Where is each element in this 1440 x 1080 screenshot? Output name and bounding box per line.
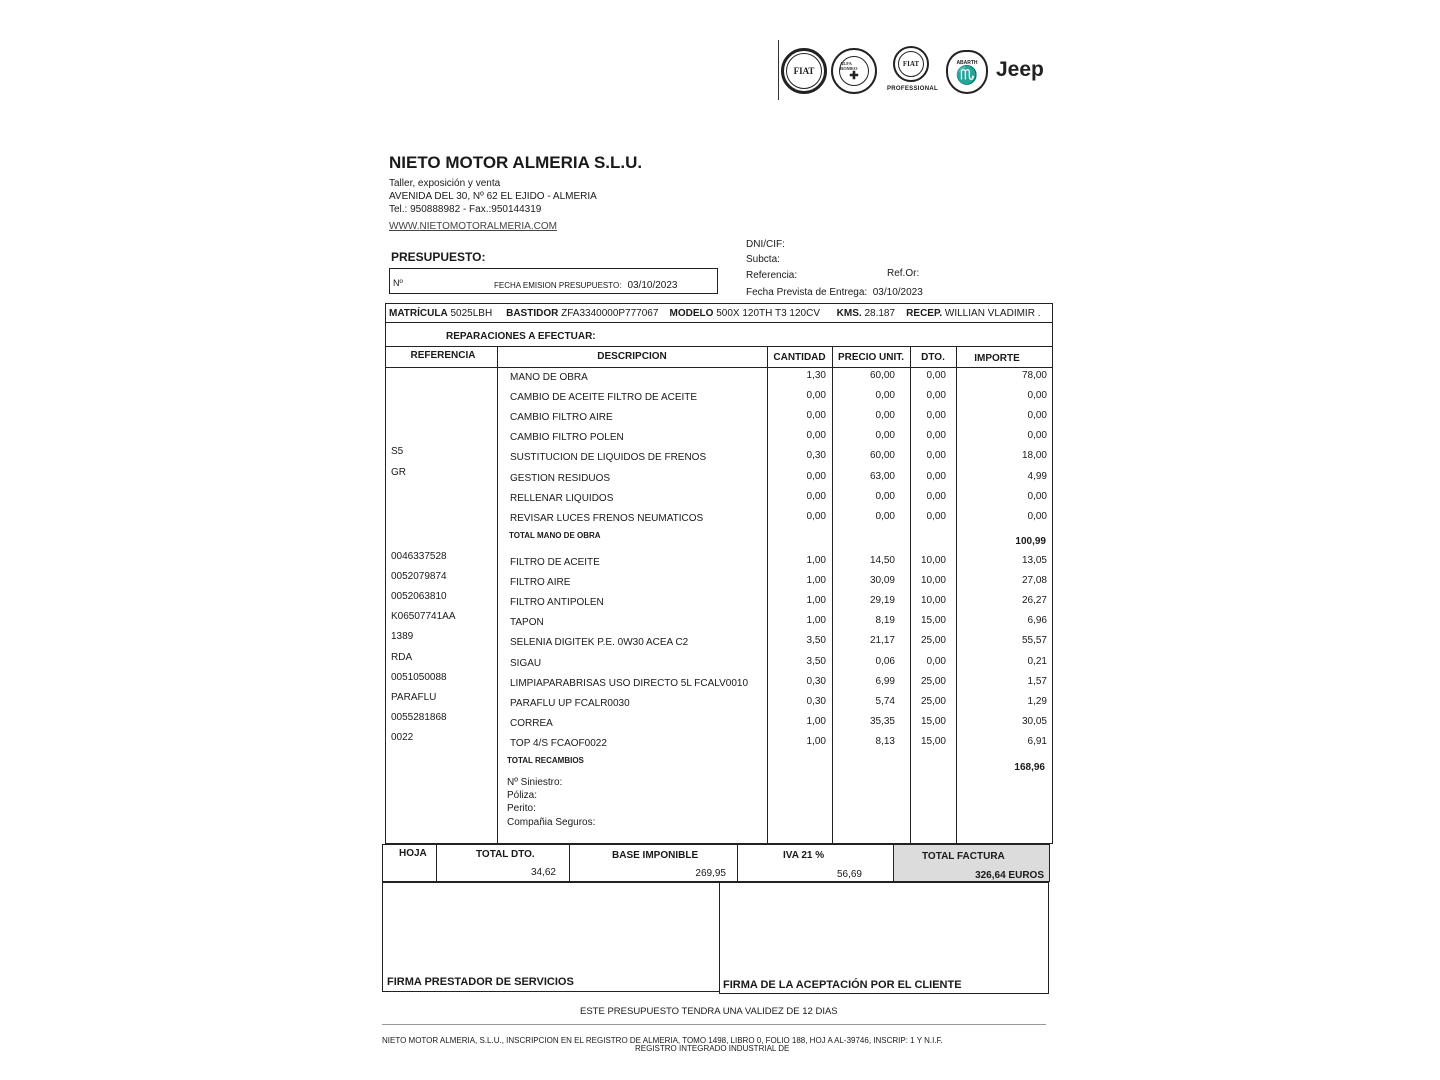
parts-ref-cell: PARAFLU [391,691,437,703]
total-parts-label: TOTAL RECAMBIOS [507,756,584,765]
col-header-cantidad: CANTIDAD [773,352,826,363]
total-factura-label: TOTAL FACTURA [922,851,1005,862]
labor-qty-cell: 0,30 [806,450,826,462]
labor-dto-cell: 0,00 [926,470,946,482]
parts-price-cell: 14,50 [869,555,895,566]
labor-price-cell: 60,00 [869,450,895,462]
insurance-policy: Póliza: [507,790,538,801]
labor-qty-cell: 0,00 [806,390,826,402]
insurance-expert: Perito: [507,803,536,814]
labor-qty-cell: 0,00 [806,470,826,482]
labor-price-cell: 0,00 [875,390,895,402]
col-header-dto: DTO. [921,352,945,363]
parts-desc-cell: FILTRO DE ACEITE [510,557,600,568]
labor-desc-cell: CAMBIO FILTRO AIRE [510,412,613,424]
presupuesto-title: PRESUPUESTO: [391,250,486,264]
col-header-importe: IMPORTE [974,353,1020,364]
parts-desc-cell: TAPON [510,617,544,629]
parts-desc-cell: SIGAU [510,657,542,669]
labor-imp-cell: 0,00 [1027,490,1047,502]
hoja-label: HOJA [399,848,427,859]
labor-imp-cell: 0,00 [1027,390,1047,402]
abarth-logo: ABARTH ♏ [946,50,988,94]
parts-desc-cell: FILTRO AIRE [510,577,571,589]
parts-desc-cell: PARAFLU UP FCALR0030 [510,697,630,709]
total-parts-value: 168,96 [1014,762,1045,773]
parts-price-cell: 35,35 [869,715,895,727]
labor-qty-cell: 0,00 [806,430,826,442]
parts-dto-cell: 25,00 [920,675,946,687]
parts-dto-cell: 25,00 [920,635,946,647]
labor-imp-cell: 0,00 [1027,510,1047,522]
total-labor-label: TOTAL MANO DE OBRA [509,531,601,540]
iva-label: IVA 21 % [783,850,825,861]
col-divider [832,346,833,844]
parts-imp-cell: 13,05 [1021,555,1047,566]
client-signature-label: FIRMA DE LA ACEPTACIÓN POR EL CLIENTE [723,979,962,991]
parts-qty-cell: 1,00 [806,715,826,727]
parts-imp-cell: 6,96 [1027,615,1047,627]
logo-divider [778,40,779,100]
insurance-company: Compañia Seguros: [507,817,596,828]
labor-desc-cell: CAMBIO FILTRO POLEN [510,432,624,444]
parts-imp-cell: 27,08 [1021,575,1047,587]
labor-desc-cell: GESTION RESIDUOS [510,472,611,484]
parts-qty-cell: 1,00 [806,595,826,607]
parts-qty-cell: 0,30 [806,675,826,687]
footer-registry: NIETO MOTOR ALMERIA, S.L.U., INSCRIPCION EN EL REGISTRO DE ALMERIA, TOMO 1498, LIBRO 0, FOLIO 188, HOJ A AL-39746, INSCRIP: 1 Y N.I.F. REGISTRO INTEGRADO INDUSTRIAL DE [382,1036,943,1053]
repairs-title: REPARACIONES A EFECTUAR: [446,331,596,342]
labor-price-cell: 0,00 [875,410,895,422]
total-labor-value: 100,99 [1015,536,1046,547]
parts-price-cell: 6,99 [875,675,895,687]
iva-value: 56,69 [836,869,862,880]
referencia-label: Referencia: [746,270,798,281]
col-header-precio: PRECIO UNIT. [837,352,905,363]
parts-price-cell: 8,19 [875,615,895,627]
dni-label: DNI/CIF: [746,239,785,250]
col-divider [767,346,768,844]
parts-dto-cell: 15,00 [920,715,946,727]
parts-price-cell: 5,74 [875,695,895,707]
parts-qty-cell: 3,50 [806,635,826,647]
client-signature-box[interactable] [719,882,1049,994]
labor-price-cell: 0,00 [875,490,895,502]
presupuesto-number-box [389,268,718,294]
parts-imp-cell: 1,29 [1027,695,1047,707]
parts-ref-cell: 1389 [391,631,414,643]
fiat-logo: FIAT [781,48,827,94]
emission-date: FECHA EMISION PRESUPUESTO: 03/10/2023 [494,280,678,291]
company-address: AVENIDA DEL 30, Nº 62 EL EJIDO - ALMERIA [389,191,597,202]
parts-qty-cell: 3,50 [806,655,826,667]
total-factura-value: 326,64 EUROS [975,870,1044,881]
labor-ref-cell: S5 [391,446,404,458]
parts-desc-cell: SELENIA DIGITEK P.E. 0W30 ACEA C2 [510,637,689,649]
company-website-link[interactable]: WWW.NIETOMOTORALMERIA.COM [389,221,557,232]
parts-desc-cell: TOP 4/S FCAOF0022 [510,737,607,749]
parts-desc-cell: FILTRO ANTIPOLEN [510,597,604,609]
parts-imp-cell: 6,91 [1027,735,1047,747]
totals-divider [569,844,570,882]
labor-desc-cell: CAMBIO DE ACEITE FILTRO DE ACEITE [510,392,698,404]
col-header-descripcion: DESCRIPCION [597,351,667,362]
company-phone: Tel.: 950888982 - Fax.:950144319 [389,204,542,215]
labor-qty-cell: 1,30 [806,370,826,381]
labor-qty-cell: 0,00 [806,490,826,502]
labor-price-cell: 60,00 [869,370,895,381]
vehicle-row: MATRÍCULA 5025LBH BASTIDOR ZFA3340000P777067 MODELO 500X 120TH T3 120CV KMS. 28.187 RECEP. WILLIAN VLADIMIR . [389,308,1041,319]
parts-desc-cell: CORREA [510,717,553,729]
labor-dto-cell: 0,00 [926,370,946,381]
insurance-claim: Nº Siniestro: [507,777,563,788]
number-label: Nº [393,278,403,288]
col-divider [910,346,911,844]
parts-ref-cell: 0051050088 [391,671,447,683]
parts-dto-cell: 15,00 [920,615,946,627]
parts-desc-cell: LIMPIAPARABRISAS USO DIRECTO 5L FCALV0010 [510,677,749,689]
labor-dto-cell: 0,00 [926,410,946,422]
labor-dto-cell: 0,00 [926,490,946,502]
labor-desc-cell: SUSTITUCION DE LIQUIDOS DE FRENOS [510,452,707,464]
parts-ref-cell: 0052079874 [391,571,447,583]
parts-qty-cell: 1,00 [806,735,826,747]
parts-ref-cell: K06507741AA [391,611,456,623]
header-top-line [385,346,1053,347]
labor-desc-cell: MANO DE OBRA [510,372,588,383]
parts-price-cell: 8,13 [875,735,895,747]
vehicle-divider [385,322,1053,323]
professional-label: PROFESSIONAL [887,86,938,92]
parts-imp-cell: 30,05 [1021,715,1047,727]
labor-dto-cell: 0,00 [926,450,946,462]
provider-signature-label: FIRMA PRESTADOR DE SERVICIOS [387,976,574,988]
col-divider [956,346,957,844]
col-header-referencia: REFERENCIA [410,350,476,361]
parts-qty-cell: 1,00 [806,615,826,627]
labor-price-cell: 0,00 [875,510,895,522]
parts-ref-cell: RDA [391,651,413,663]
parts-imp-cell: 55,57 [1021,635,1047,647]
col-divider [497,346,498,844]
parts-price-cell: 0,06 [875,655,895,667]
parts-price-cell: 29,19 [869,595,895,607]
labor-qty-cell: 0,00 [806,510,826,522]
totals-divider [436,844,437,882]
labor-dto-cell: 0,00 [926,510,946,522]
parts-ref-cell: 0046337528 [391,551,447,562]
fiat-professional-logo: FIAT [893,46,929,82]
labor-desc-cell: REVISAR LUCES FRENOS NEUMATICOS [510,512,704,524]
parts-qty-cell: 1,00 [806,575,826,587]
parts-price-cell: 30,09 [869,575,895,587]
delivery-date: Fecha Prevista de Entrega: 03/10/2023 [746,287,923,298]
subcta-label: Subcta: [746,254,780,265]
validity-note: ESTE PRESUPUESTO TENDRA UNA VALIDEZ DE 12 DIAS [580,1006,838,1017]
labor-price-cell: 63,00 [869,470,895,482]
company-tagline: Taller, exposición y venta [389,178,501,189]
labor-imp-cell: 0,00 [1027,430,1047,442]
parts-imp-cell: 1,57 [1027,675,1047,687]
refor-label: Ref.Or: [887,268,920,279]
labor-ref-cell: GR [391,466,406,478]
parts-dto-cell: 10,00 [920,575,946,587]
parts-ref-cell: 0055281868 [391,711,447,723]
parts-imp-cell: 26,27 [1021,595,1047,607]
totals-divider [893,844,894,882]
labor-dto-cell: 0,00 [926,430,946,442]
footer-divider [382,1024,1046,1025]
parts-imp-cell: 0,21 [1027,655,1047,667]
labor-imp-cell: 18,00 [1021,450,1047,462]
parts-dto-cell: 25,00 [920,695,946,707]
total-dto-value: 34,62 [530,867,556,878]
base-value: 269,95 [695,868,726,879]
parts-dto-cell: 10,00 [920,595,946,607]
base-label: BASE IMPONIBLE [612,850,699,861]
labor-imp-cell: 4,99 [1027,470,1047,482]
parts-qty-cell: 1,00 [806,555,826,566]
parts-ref-cell: 0022 [391,731,414,743]
jeep-logo: Jeep [996,58,1044,81]
total-dto-label: TOTAL DTO. [476,849,535,860]
company-name: NIETO MOTOR ALMERIA S.L.U. [389,153,643,172]
totals-divider [737,844,738,882]
parts-qty-cell: 0,30 [806,695,826,707]
labor-desc-cell: RELLENAR LIQUIDOS [510,492,614,504]
parts-dto-cell: 10,00 [920,555,946,566]
labor-dto-cell: 0,00 [926,390,946,402]
parts-ref-cell: 0052063810 [391,591,447,603]
labor-price-cell: 0,00 [875,430,895,442]
alfa-romeo-logo: ALFA ROMEO ✚ [831,48,877,94]
parts-price-cell: 21,17 [869,635,895,647]
parts-dto-cell: 15,00 [920,735,946,747]
labor-imp-cell: 78,00 [1021,370,1047,381]
parts-dto-cell: 0,00 [926,655,946,667]
header-bottom-line [385,367,1053,368]
labor-imp-cell: 0,00 [1027,410,1047,422]
labor-qty-cell: 0,00 [806,410,826,422]
